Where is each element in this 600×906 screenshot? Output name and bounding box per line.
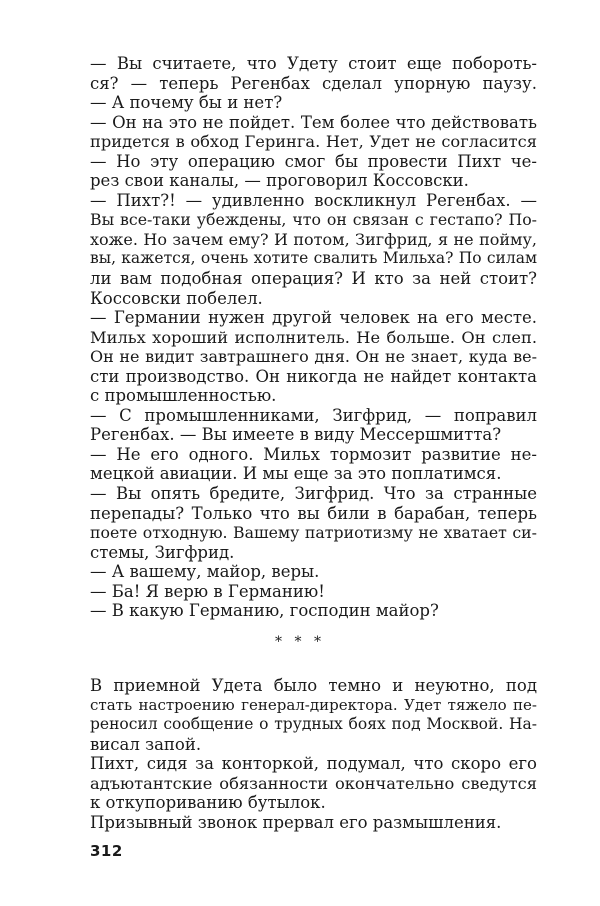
dialogue-section: [90, 54, 537, 621]
text-line: сти производство. Он никогда не найдет контакта: [90, 366, 537, 386]
text-line: ся? — теперь Регенбах сделал упорную паузу.: [90, 73, 537, 93]
text-line: висал запой.: [90, 734, 202, 754]
text-line: к откупориванию бутылок.: [90, 793, 326, 813]
narrative-section: [90, 676, 537, 832]
text-line: вы, кажется, очень хотите свалить Мильха? По силам: [90, 249, 537, 268]
text-line: — Вы опять бредите, Зигфрид. Что за странные: [90, 484, 537, 504]
text-line: стать настроению генерал-директора. Удет тяжело пе-: [90, 695, 537, 714]
text-line: рез свои каналы, — проговорил Коссовски.: [90, 171, 469, 191]
text-line: — Ба! Я верю в Германию!: [90, 581, 325, 601]
text-line: перепады? Только что вы били в барабан, теперь: [90, 503, 537, 523]
text-line: поете отходную. Вашему патриотизму не хватает си-: [90, 523, 537, 543]
text-line: придется в обход Геринга. Нет, Удет не согласится: [90, 132, 537, 152]
text-line: адъютантские обязанности окончательно сведутся: [90, 773, 537, 793]
text-line: — Но эту операцию смог бы провести Пихт че-: [90, 151, 537, 171]
text-line: Пихт, сидя за конторкой, подумал, что скоро его: [90, 754, 537, 774]
text-line: — А почему бы и нет?: [90, 93, 283, 113]
text-line: Коссовски побелел.: [90, 288, 263, 308]
text-line: — Не его одного. Мильх тормозит развитие не-: [90, 444, 537, 464]
text-line: В приемной Удета было темно и неуютно, под: [90, 676, 537, 695]
page-number: 312: [90, 842, 123, 860]
text-line: — Он на это не пойдет. Тем более что действовать: [90, 112, 537, 132]
text-line: Он не видит завтрашнего дня. Он не знает, куда ве-: [90, 347, 537, 367]
text-line: Мильх хороший исполнитель. Не больше. Он слеп.: [90, 327, 537, 347]
text-line: Вы все-таки убеждены, что он связан с гестапо? По-: [90, 210, 537, 230]
text-line: — А вашему, майор, веры.: [90, 562, 320, 582]
text-line: ли вам подобная операция? И кто за ней стоит?: [90, 269, 537, 289]
text-line: реносил сообщение о трудных боях под Москвой. На-: [90, 715, 537, 734]
text-line: Регенбах. — Вы имеете в виду Мессершмитта?: [90, 425, 502, 445]
section-separator: * * *: [275, 634, 325, 650]
text-line: — Вы считаете, что Удету стоит еще побороть-: [90, 54, 537, 73]
text-line: — Германии нужен другой человек на его месте.: [90, 308, 537, 328]
text-line: Призывный звонок прервал его размышления.: [90, 812, 502, 832]
text-line: — С промышленниками, Зигфрид, — поправил: [90, 405, 537, 425]
text-line: хоже. Но зачем ему? И потом, Зигфрид, я не пойму,: [90, 229, 537, 249]
text-line: с промышленностью.: [90, 386, 277, 406]
text-line: мецкой авиации. И мы еще за это поплатимся.: [90, 464, 502, 484]
text-line: стемы, Зигфрид.: [90, 542, 235, 562]
text-line: — Пихт?! — удивленно воскликнул Регенбах. —: [90, 190, 537, 210]
text-line: — В какую Германию, господин майор?: [90, 601, 439, 621]
